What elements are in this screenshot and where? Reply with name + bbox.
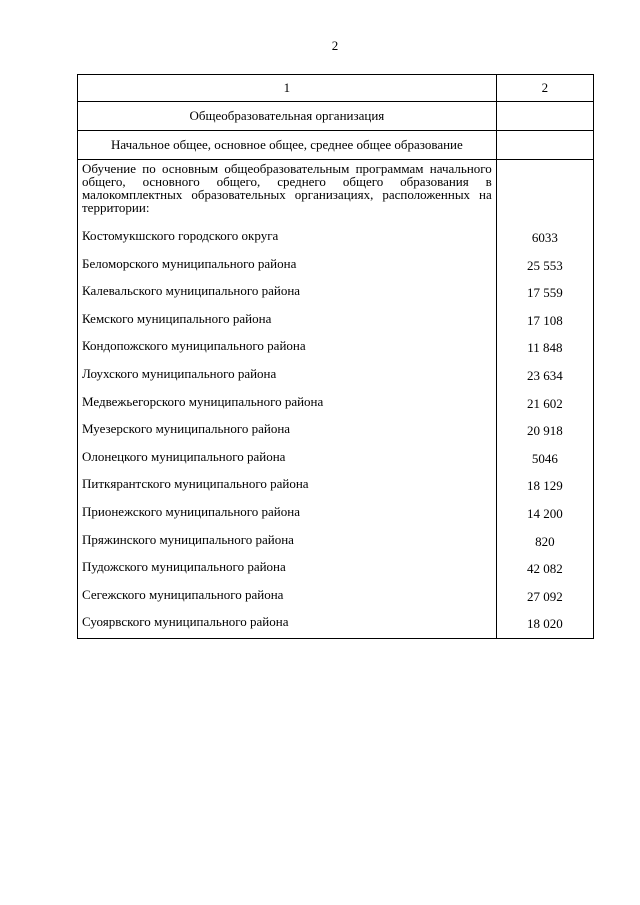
region-value: 17 108: [527, 312, 563, 328]
region-value: 25 553: [527, 257, 563, 273]
region-name: Олонецкого муниципального района: [82, 448, 286, 464]
region-value: 14 200: [527, 505, 563, 521]
region-value: 20 918: [527, 423, 563, 439]
region-name: Пряжинского муниципального района: [82, 531, 294, 547]
subsection-value: [496, 131, 593, 160]
section-value: [496, 102, 593, 131]
value-spacer: [501, 160, 589, 224]
region-list: [82, 222, 492, 636]
data-table: [77, 74, 594, 639]
header-col-2: 2: [496, 75, 593, 102]
region-value: 18 020: [527, 616, 563, 632]
region-name: Кемского муниципального района: [82, 310, 272, 326]
region-value: 820: [535, 533, 555, 549]
region-name: Питкярантского муниципального района: [82, 476, 309, 492]
region-value: 27 092: [527, 588, 563, 604]
region-name: Прионежского муниципального района: [82, 503, 300, 519]
region-name: Муезерского муниципального района: [82, 421, 291, 437]
body-right-cell: [496, 160, 593, 639]
region-value: 18 129: [527, 478, 563, 494]
page-number: 2: [331, 38, 339, 53]
subsection-row: [78, 131, 594, 160]
header-col-1: 1: [78, 75, 497, 102]
region-value: 17 559: [527, 285, 563, 301]
region-name: Лоухского муниципального района: [82, 365, 277, 381]
region-name: Суоярвского муниципального района: [82, 614, 289, 630]
section-title: Общеобразовательная организация: [78, 102, 497, 131]
header-row: [78, 75, 594, 102]
region-name: Кондопожского муниципального района: [82, 338, 306, 354]
region-name: Сегежского муниципального района: [82, 586, 284, 602]
intro-text: Обучение по основным общеобразовательным программам начального общего, основного общего, среднего общего образования в малокомплектных образовательных организациях, расположенных на территории:: [82, 161, 492, 215]
region-value: 6033: [531, 230, 558, 245]
region-name: Костомукшского городского округа: [82, 228, 279, 243]
region-value: 42 082: [527, 561, 563, 577]
region-name: Калевальского муниципального района: [82, 283, 301, 299]
section-row: [78, 102, 594, 131]
region-value: 21 602: [527, 395, 563, 411]
value-list: [501, 224, 589, 638]
region-name: Беломорского муниципального района: [82, 255, 297, 271]
region-name: Медвежьегорского муниципального района: [82, 393, 324, 409]
region-value: 23 634: [527, 367, 563, 383]
subsection-title: Начальное общее, основное общее, среднее общее образование: [78, 131, 497, 160]
body-row: [78, 160, 594, 639]
region-name: Пудожского муниципального района: [82, 559, 286, 575]
region-value: 5046: [531, 450, 558, 466]
region-value: 11 848: [527, 340, 563, 356]
body-left-cell: [78, 160, 497, 639]
